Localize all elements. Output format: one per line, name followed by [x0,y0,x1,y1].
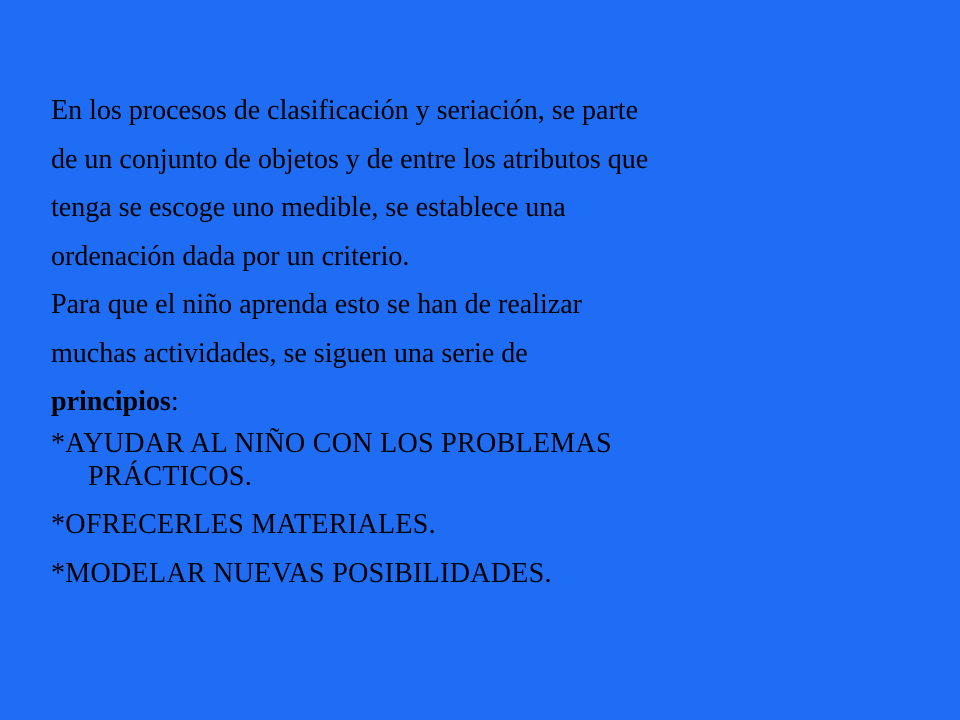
principios-line [51,378,911,427]
paragraph-line-4: ordenación dada por un criterio. [51,240,410,272]
bullet-item-modelar [51,557,911,590]
bullet-list [51,427,911,590]
bullet-text: *OFRECERLES MATERIALES. [51,509,436,540]
slide-content [51,87,911,605]
paragraph-line-2: de un conjunto de objetos y de entre los atributos que [51,143,649,175]
bullet-text-continuation: PRÁCTICOS. [88,460,253,492]
bullet-text: *MODELAR NUEVAS POSIBILIDADES. [51,557,552,589]
principios-word: principios [51,386,171,417]
principios-colon: : [170,386,179,417]
paragraph-line-5: Para que el niño aprenda esto se han de realizar [51,289,582,320]
paragraph-line-3: tenga se escoge uno medible, se establece una [51,192,566,223]
bullet-text: *AYUDAR AL NIÑO CON LOS PROBLEMAS [51,427,612,459]
bullet-item-ofrecerles [51,508,911,541]
paragraph-line-6: muchas actividades, se siguen una serie de [51,337,528,369]
bullet-item-ayudar [51,427,911,493]
paragraph-line-1: En los procesos de clasificación y seriación, se parte [51,95,639,126]
